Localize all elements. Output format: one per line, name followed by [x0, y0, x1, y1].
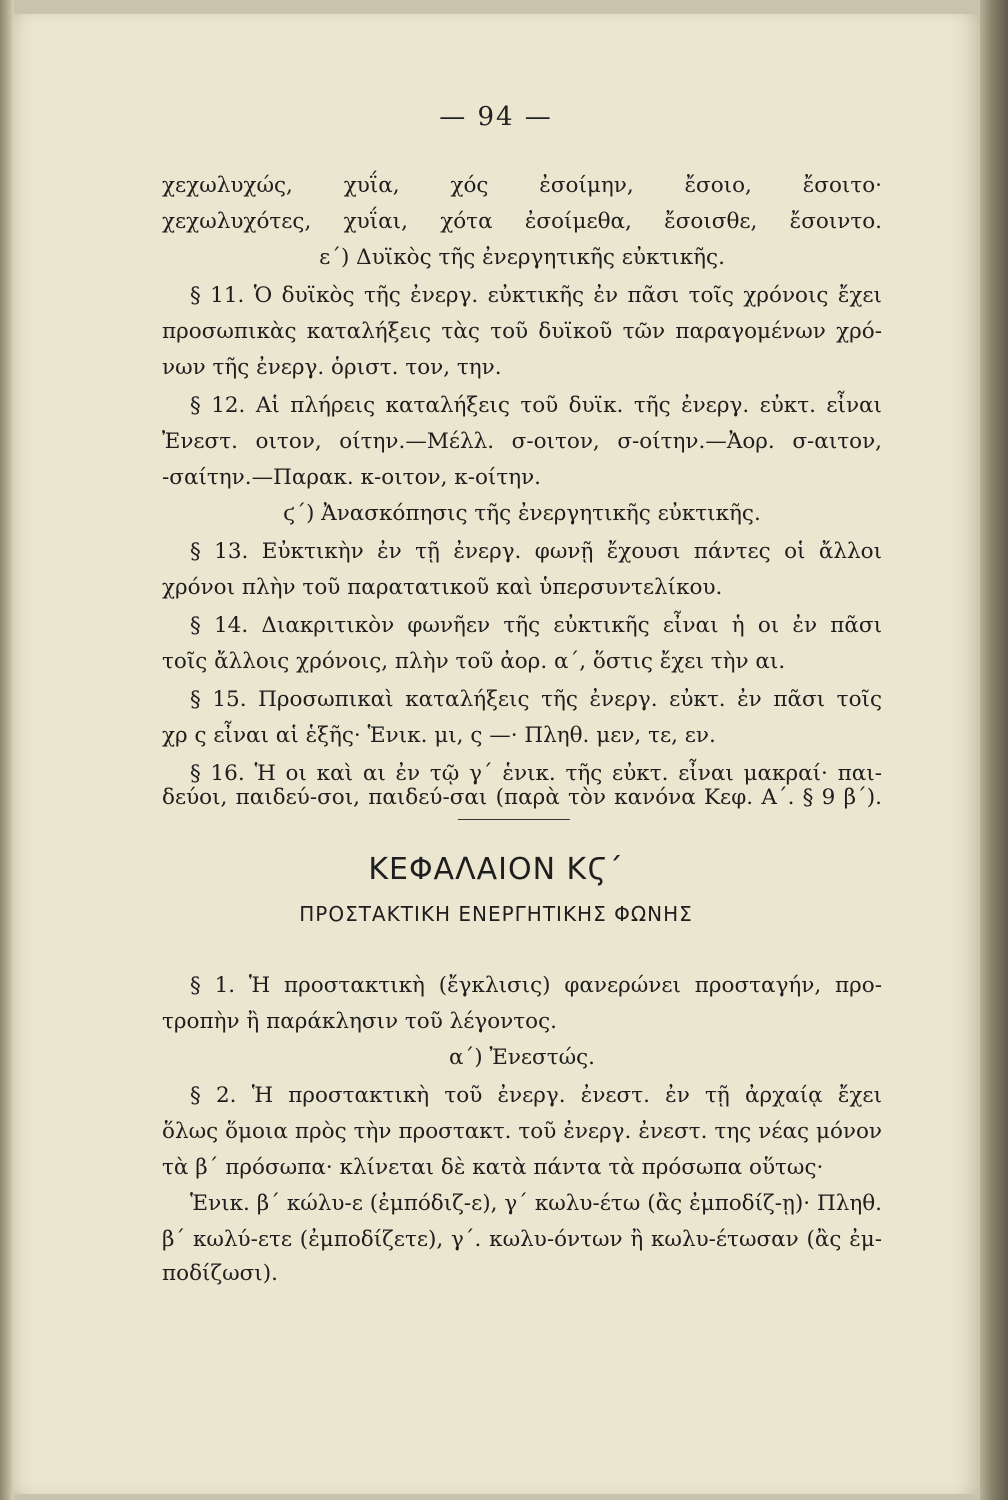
text-line-perfect-plural: χεχωλυχότες, χυΐαι, χότα ἐσοίμεθα, ἔσοισθε, ἔσοιντο. [162, 209, 882, 234]
paragraph-1-line-1: § 1. Ἡ προστακτικὴ (ἔγκλισις) φανερώνει προσταγήν, προ- [190, 973, 882, 998]
paragraph-12-line-2: Ἐνεστ. οιτον, οίτην.—Μέλλ. σ-οιτον, σ-οίτην.—Ἀορ. σ-αιτον, [162, 429, 882, 454]
paragraph-2-line-1: § 2. Ἡ προστακτικὴ τοῦ ἐνεργ. ἐνεστ. ἐν τῇ ἀρχαίᾳ ἔχει [190, 1083, 882, 1108]
paragraph-11-line-1: § 11. Ὁ δυϊκὸς τῆς ἐνεργ. εὐκτικῆς ἐν πᾶσι τοῖς χρόνοις ἔχει [190, 283, 882, 308]
paragraph-11-line-2: προσωπικὰς καταλήξεις τὰς τοῦ δυϊκοῦ τῶν παραγομένων χρό- [162, 319, 882, 344]
paragraph-14-line-2: τοῖς ἄλλοις χρόνοις, πλὴν τοῦ ἀορ. α΄, ὅστις ἔχει τὴν αι. [162, 649, 786, 674]
paragraph-15-line-2: χρ ς εἶναι αἱ ἑξῆς· Ἑνικ. μι, ς —· Πληθ. μεν, τε, εν. [162, 723, 716, 748]
conjugation-line-1: Ἑνικ. β΄ κώλυ-ε (ἐμπόδιζ-ε), γ΄ κωλυ-έτω (ἂς ἐμποδίζ-ῃ)· Πληθ. [190, 1191, 882, 1216]
paragraph-12-line-3: -σαίτην.—Παρακ. κ-οιτον, κ-οίτην. [162, 465, 542, 490]
chapter-subtitle: ΠΡΟΣΤΑΚΤΙΚΗ ΕΝΕΡΓΗΤΙΚΗΣ ΦΩΝΗΣ [299, 902, 693, 926]
book-page [12, 14, 980, 1494]
paragraph-2-line-2: ὅλως ὅμοια πρὸς τὴν προστακτ. τοῦ ἐνεργ. ἐνεστ. της νέας μόνον [162, 1119, 882, 1144]
paragraph-13-line-2: χρόνοι πλὴν τοῦ παρατατικοῦ καὶ ὑπερσυντελίκου. [162, 575, 723, 600]
conjugation-line-3: ποδίζωσι). [162, 1261, 278, 1286]
paragraph-16-line-2: δεύοι, παιδεύ-σοι, παιδεύ-σαι (παρὰ τὸν κανόνα Κεφ. Α΄. § 9 β΄). [162, 785, 882, 810]
paragraph-16-line-1: § 16. Ἡ οι καὶ αι ἐν τῷ γ΄ ἑνικ. τῆς εὐκτ. εἶναι μακραί· παι- [190, 761, 882, 786]
paragraph-11-line-3: νων τῆς ἐνεργ. ὁριστ. τον, την. [162, 355, 502, 380]
chapter-title: ΚΕΦΑΛΑΙΟΝ ΚϚ΄ [368, 852, 624, 887]
conjugation-line-2: β΄ κωλύ-ετε (ἐμποδίζετε), γ΄. κωλυ-όντων ἢ κωλυ-έτωσαν (ἂς ἐμ- [162, 1227, 882, 1252]
paragraph-12-line-1: § 12. Αἱ πλήρεις καταλήξεις τοῦ δυϊκ. τῆς ἐνεργ. εὐκτ. εἶναι [190, 393, 882, 418]
paragraph-1-line-2: τροπὴν ἢ παράκλησιν τοῦ λέγοντος. [162, 1009, 557, 1034]
section-heading-dual: ε΄) Δυϊκὸς τῆς ἐνεργητικῆς εὐκτικῆς. [319, 245, 725, 270]
paragraph-15-line-1: § 15. Προσωπικαὶ καταλήξεις τῆς ἐνεργ. εὐκτ. ἐν πᾶσι τοῖς [190, 687, 882, 712]
text-line-perfect-singular: χεχωλυχώς, χυΐα, χός ἐσοίμην, ἔσοιο, ἔσοιτο· [162, 173, 882, 198]
paragraph-13-line-1: § 13. Εὐκτικὴν ἐν τῇ ἐνεργ. φωνῇ ἔχουσι πάντες οἱ ἄλλοι [190, 539, 882, 564]
section-divider [458, 819, 570, 820]
page-number: — 94 — [439, 102, 553, 132]
book-page-edge [980, 0, 1008, 1500]
section-heading-review: ϛ΄) Ἀνασκόπησις τῆς ἐνεργητικῆς εὐκτικῆς. [283, 501, 761, 526]
paragraph-14-line-1: § 14. Διακριτικὸν φωνῆεν τῆς εὐκτικῆς εἶναι ἡ οι ἐν πᾶσι [190, 613, 882, 638]
section-heading-present: α΄) Ἐνεστώς. [448, 1045, 596, 1070]
paragraph-2-line-3: τὰ β΄ πρόσωπα· κλίνεται δὲ κατὰ πάντα τὰ πρόσωπα οὕτως· [162, 1155, 824, 1180]
